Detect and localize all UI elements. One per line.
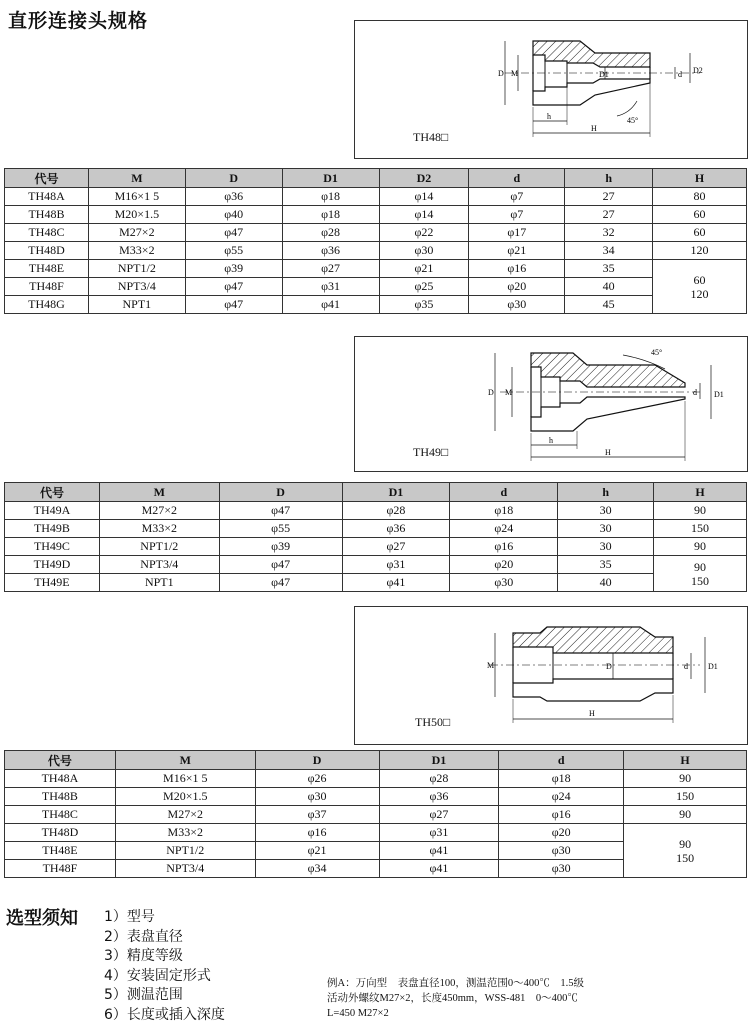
cell: TH48A <box>5 770 116 788</box>
cell: TH49E <box>5 574 100 592</box>
cell: φ24 <box>450 520 558 538</box>
cell: φ21 <box>379 260 469 278</box>
cell: φ22 <box>379 224 469 242</box>
merged-h-value: 90 150 <box>691 559 710 588</box>
merged-h-value: 60 120 <box>690 272 709 301</box>
cell: φ14 <box>379 188 469 206</box>
cell: φ36 <box>282 242 379 260</box>
col-header: h <box>565 169 653 188</box>
table-row <box>5 502 747 520</box>
th49-dim-D: D <box>488 388 494 397</box>
cell: φ18 <box>282 188 379 206</box>
drawing-label: TH50□ <box>415 715 451 729</box>
cell: φ18 <box>499 770 624 788</box>
th49-dim-D1: D1 <box>714 390 724 399</box>
cell: φ40 <box>185 206 282 224</box>
th49-dim-H: H <box>605 448 611 457</box>
cell: 27 <box>565 188 653 206</box>
example-line: 活动外螺纹M27×2，长度450mm，WSS-481 0～400℃ <box>327 993 578 1004</box>
cell: φ31 <box>379 824 499 842</box>
cell: 90 <box>624 806 747 824</box>
table-row <box>5 520 747 538</box>
cell: NPT1 <box>88 296 185 314</box>
cell: 150 <box>654 520 747 538</box>
drawing-th48 <box>354 20 748 159</box>
list-item: 1）型号 <box>104 909 155 925</box>
cell: φ30 <box>379 242 469 260</box>
cell: φ18 <box>450 502 558 520</box>
cell: φ47 <box>219 502 342 520</box>
cell: 90 <box>654 502 747 520</box>
cell: φ18 <box>282 206 379 224</box>
cell: 30 <box>558 538 654 556</box>
cell: φ27 <box>379 806 499 824</box>
th50-dim-D1: D1 <box>708 662 718 671</box>
spec-table-th50 <box>4 750 747 878</box>
cell: φ36 <box>379 788 499 806</box>
cell: TH48G <box>5 296 89 314</box>
col-header: M <box>88 169 185 188</box>
cell: φ35 <box>379 296 469 314</box>
cell: M27×2 <box>115 806 255 824</box>
cell: M16×1 5 <box>88 188 185 206</box>
cell: φ30 <box>255 788 379 806</box>
th48-dim-M: M <box>511 69 519 78</box>
col-header: d <box>469 169 565 188</box>
th48-dim-D: D <box>498 69 504 78</box>
cell: φ47 <box>185 224 282 242</box>
col-header: D1 <box>379 751 499 770</box>
col-header: h <box>558 483 654 502</box>
cell: TH48F <box>5 278 89 296</box>
drawing-label: TH49□ <box>413 445 449 459</box>
cell: M27×2 <box>88 224 185 242</box>
table-row <box>5 824 747 842</box>
th50-dim-D: D <box>606 662 612 671</box>
cell: NPT3/4 <box>115 860 255 878</box>
cell: 45 <box>565 296 653 314</box>
cell: TH48D <box>5 242 89 260</box>
cell: φ39 <box>185 260 282 278</box>
cell: φ27 <box>282 260 379 278</box>
cell: φ17 <box>469 224 565 242</box>
cell: 34 <box>565 242 653 260</box>
cell: 60 <box>653 224 747 242</box>
example-line: L=450 M27×2 <box>327 1008 389 1019</box>
merged-h-cell <box>653 260 747 314</box>
cell: φ47 <box>219 556 342 574</box>
col-header: D <box>185 169 282 188</box>
cell: TH48C <box>5 224 89 242</box>
cell: TH48C <box>5 806 116 824</box>
cell: φ28 <box>282 224 379 242</box>
th49-dim-h: h <box>549 436 553 445</box>
cell: NPT1 <box>99 574 219 592</box>
cell: φ31 <box>342 556 450 574</box>
cell: TH49B <box>5 520 100 538</box>
list-item: 4）安装固定形式 <box>104 967 211 984</box>
cell: φ25 <box>379 278 469 296</box>
table-row <box>5 242 747 260</box>
cell: φ34 <box>255 860 379 878</box>
list-item: 2）表盘直径 <box>104 928 183 945</box>
th48-dim-H: H <box>591 124 597 133</box>
table-row <box>5 296 747 314</box>
cell: φ14 <box>379 206 469 224</box>
cell: φ21 <box>255 842 379 860</box>
merged-h-cell <box>654 556 747 592</box>
th50-dim-d: d <box>684 662 688 671</box>
cell: TH48B <box>5 206 89 224</box>
cell: 80 <box>653 188 747 206</box>
th50-dim-M: M <box>487 661 495 670</box>
cell: 35 <box>558 556 654 574</box>
cell: TH49A <box>5 502 100 520</box>
list-item: 5）测温范围 <box>104 987 183 1003</box>
col-header: D1 <box>282 169 379 188</box>
th48-dim-d: d <box>678 70 682 79</box>
cell: 40 <box>558 574 654 592</box>
cell: 150 <box>624 788 747 806</box>
cell: φ41 <box>282 296 379 314</box>
spec-table-th49 <box>4 482 747 592</box>
col-header: D <box>219 483 342 502</box>
table-row <box>5 788 747 806</box>
cell: M20×1.5 <box>115 788 255 806</box>
cell: 90 <box>654 538 747 556</box>
col-header: M <box>115 751 255 770</box>
cell: φ55 <box>219 520 342 538</box>
selection-title: 选型须知 <box>6 908 78 929</box>
col-header: D2 <box>379 169 469 188</box>
cell: NPT1/2 <box>88 260 185 278</box>
cell: M16×1 5 <box>115 770 255 788</box>
cell: TH48E <box>5 842 116 860</box>
cell: φ27 <box>342 538 450 556</box>
cell: φ36 <box>185 188 282 206</box>
cell: 32 <box>565 224 653 242</box>
th50-dim-H: H <box>589 709 595 718</box>
table-row <box>5 224 747 242</box>
th49-dim-d: d <box>693 388 697 397</box>
cell: TH48D <box>5 824 116 842</box>
cell: NPT3/4 <box>99 556 219 574</box>
cell: M33×2 <box>99 520 219 538</box>
col-header: H <box>624 751 747 770</box>
col-header: D1 <box>342 483 450 502</box>
cell: φ47 <box>185 296 282 314</box>
cell: M33×2 <box>88 242 185 260</box>
cell: φ20 <box>499 824 624 842</box>
col-header: M <box>99 483 219 502</box>
table-row <box>5 260 747 278</box>
cell: φ47 <box>185 278 282 296</box>
cell: φ30 <box>499 860 624 878</box>
col-header: H <box>654 483 747 502</box>
cell: φ16 <box>469 260 565 278</box>
cell: 120 <box>653 242 747 260</box>
table-row <box>5 538 747 556</box>
table-row <box>5 206 747 224</box>
cell: φ16 <box>450 538 558 556</box>
table-row <box>5 278 747 296</box>
cell: 30 <box>558 520 654 538</box>
cell: 30 <box>558 502 654 520</box>
th48-dim-angle: 45° <box>627 116 639 125</box>
cell: 60 <box>653 206 747 224</box>
table-row <box>5 556 747 574</box>
cell: φ20 <box>450 556 558 574</box>
cell: M33×2 <box>115 824 255 842</box>
cell: φ31 <box>282 278 379 296</box>
cell: φ16 <box>499 806 624 824</box>
cell: φ26 <box>255 770 379 788</box>
drawing-th50 <box>354 606 748 745</box>
cell: φ41 <box>342 574 450 592</box>
th48-dim-h: h <box>547 112 551 121</box>
cell: 35 <box>565 260 653 278</box>
th50-diagram <box>355 607 747 744</box>
merged-h-cell <box>624 824 747 878</box>
cell: φ41 <box>379 842 499 860</box>
col-header: H <box>653 169 747 188</box>
cell: 90 <box>624 770 747 788</box>
cell: φ20 <box>469 278 565 296</box>
cell: φ30 <box>499 842 624 860</box>
col-header: 代号 <box>5 751 116 770</box>
cell: M20×1.5 <box>88 206 185 224</box>
spec-table-th48 <box>4 168 747 314</box>
cell: φ36 <box>342 520 450 538</box>
cell: φ7 <box>469 206 565 224</box>
col-header: 代号 <box>5 483 100 502</box>
list-item: 3）精度等级 <box>104 948 183 964</box>
page-title: 直形连接头规格 <box>8 10 149 32</box>
col-header: D <box>255 751 379 770</box>
col-header: 代号 <box>5 169 89 188</box>
cell: φ24 <box>499 788 624 806</box>
table-row <box>5 770 747 788</box>
selection-list <box>104 908 225 1025</box>
cell: 40 <box>565 278 653 296</box>
cell: φ30 <box>450 574 558 592</box>
th49-dim-angle: 45° <box>651 348 663 357</box>
th48-dim-D1: D1 <box>599 70 609 79</box>
cell: φ37 <box>255 806 379 824</box>
col-header: d <box>499 751 624 770</box>
cell: NPT1/2 <box>99 538 219 556</box>
cell: φ55 <box>185 242 282 260</box>
th48-dim-D2: D2 <box>693 66 703 75</box>
cell: φ16 <box>255 824 379 842</box>
cell: TH49D <box>5 556 100 574</box>
cell: φ39 <box>219 538 342 556</box>
cell: φ7 <box>469 188 565 206</box>
cell: 27 <box>565 206 653 224</box>
cell: φ41 <box>379 860 499 878</box>
example-line: 例A：万向型 表盘直径100，测温范围0～400℃ 1.5级 <box>327 978 584 989</box>
cell: TH48E <box>5 260 89 278</box>
cell: φ30 <box>469 296 565 314</box>
cell: φ47 <box>219 574 342 592</box>
table-row <box>5 806 747 824</box>
cell: NPT3/4 <box>88 278 185 296</box>
cell: φ21 <box>469 242 565 260</box>
cell: φ28 <box>379 770 499 788</box>
drawing-th49 <box>354 336 748 472</box>
cell: M27×2 <box>99 502 219 520</box>
cell: φ28 <box>342 502 450 520</box>
col-header: d <box>450 483 558 502</box>
th49-dim-M: M <box>505 388 513 397</box>
cell: NPT1/2 <box>115 842 255 860</box>
cell: TH48F <box>5 860 116 878</box>
table-row <box>5 574 747 592</box>
cell: TH49C <box>5 538 100 556</box>
selection-example <box>327 976 584 1021</box>
list-item: 6）长度或插入深度 <box>104 1006 225 1023</box>
cell: TH48B <box>5 788 116 806</box>
drawing-label: TH48□ <box>413 130 449 144</box>
cell: TH48A <box>5 188 89 206</box>
merged-h-value: 90 150 <box>676 836 695 865</box>
table-row <box>5 188 747 206</box>
